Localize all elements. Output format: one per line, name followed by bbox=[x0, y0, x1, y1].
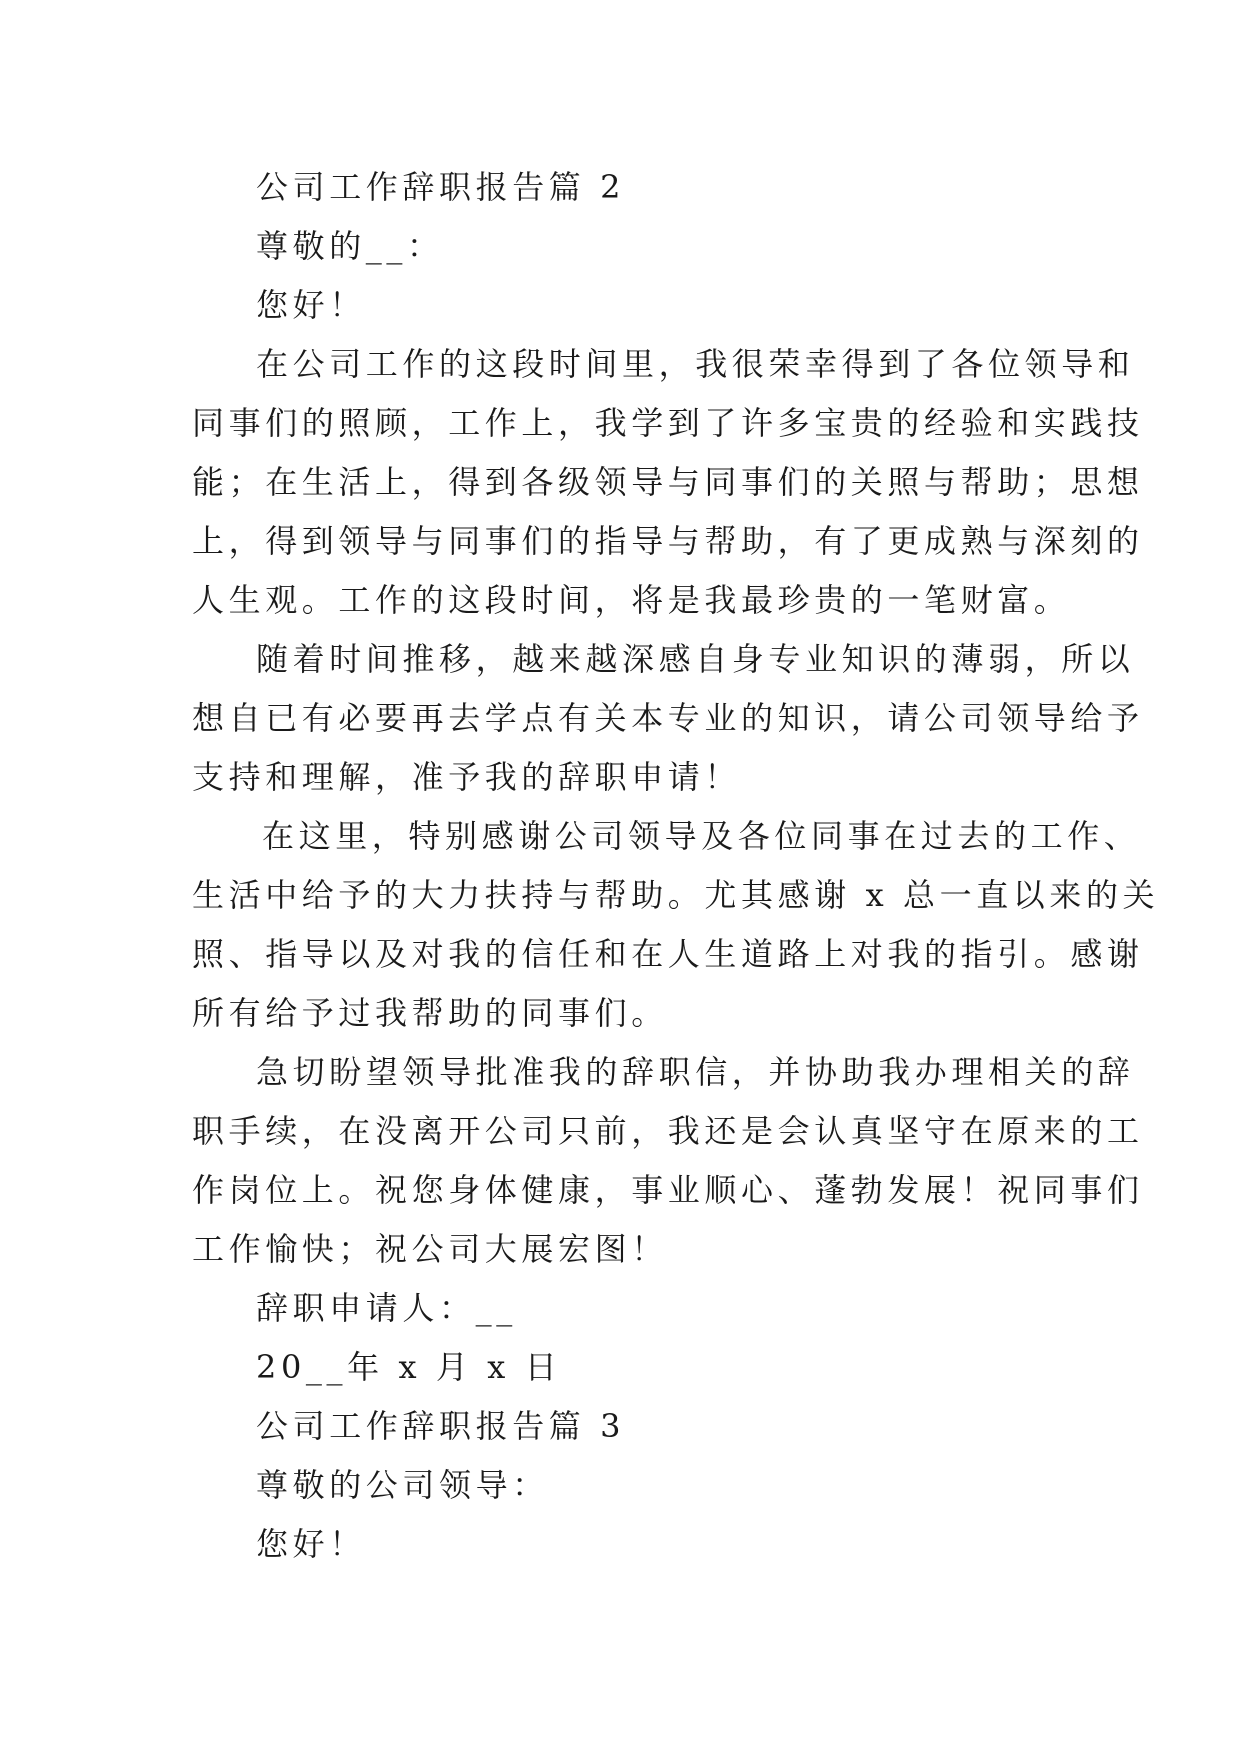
paragraph-line: 照、指导以及对我的信任和在人生道路上对我的指引。感谢 bbox=[192, 935, 1144, 973]
salutation: 尊敬的__： bbox=[256, 227, 444, 265]
paragraph-line: 工作愉快；祝公司大展宏图！ bbox=[192, 1230, 668, 1268]
paragraph-line: 想自已有必要再去学点有关本专业的知识，请公司领导给予 bbox=[192, 699, 1144, 737]
paragraph-line: 支持和理解，准予我的辞职申请！ bbox=[192, 758, 742, 796]
paragraph-line: 同事们的照顾，工作上，我学到了许多宝贵的经验和实践技 bbox=[192, 404, 1144, 442]
paragraph-line: 上，得到领导与同事们的指导与帮助，有了更成熟与深刻的 bbox=[192, 522, 1144, 560]
section-title-2: 公司工作辞职报告篇 2 bbox=[256, 168, 626, 206]
greeting: 您好！ bbox=[256, 286, 366, 324]
greeting: 您好！ bbox=[256, 1525, 366, 1563]
paragraph-line: 能；在生活上，得到各级领导与同事们的关照与帮助；思想 bbox=[192, 463, 1144, 501]
paragraph-line: 生活中给予的大力扶持与帮助。尤其感谢 x 总一直以来的关 bbox=[192, 876, 1160, 914]
paragraph-line: 急切盼望领导批准我的辞职信，并协助我办理相关的辞 bbox=[256, 1053, 1135, 1091]
signature-line: 辞职申请人：__ bbox=[256, 1289, 517, 1327]
paragraph-line: 人生观。工作的这段时间，将是我最珍贵的一笔财富。 bbox=[192, 581, 1071, 619]
section-title-3: 公司工作辞职报告篇 3 bbox=[256, 1407, 626, 1445]
salutation: 尊敬的公司领导： bbox=[256, 1466, 549, 1504]
paragraph-line: 在这里，特别感谢公司领导及各位同事在过去的工作、 bbox=[262, 817, 1141, 855]
paragraph-line: 随着时间推移，越来越深感自身专业知识的薄弱，所以 bbox=[256, 640, 1135, 678]
paragraph-line: 所有给予过我帮助的同事们。 bbox=[192, 994, 668, 1032]
paragraph-line: 作岗位上。祝您身体健康，事业顺心、蓬勃发展！祝同事们 bbox=[192, 1171, 1144, 1209]
paragraph-line: 职手续，在没离开公司只前，我还是会认真坚守在原来的工 bbox=[192, 1112, 1144, 1150]
date-line: 20__年 x 月 x 日 bbox=[256, 1348, 562, 1386]
paragraph-line: 在公司工作的这段时间里，我很荣幸得到了各位领导和 bbox=[256, 345, 1135, 383]
